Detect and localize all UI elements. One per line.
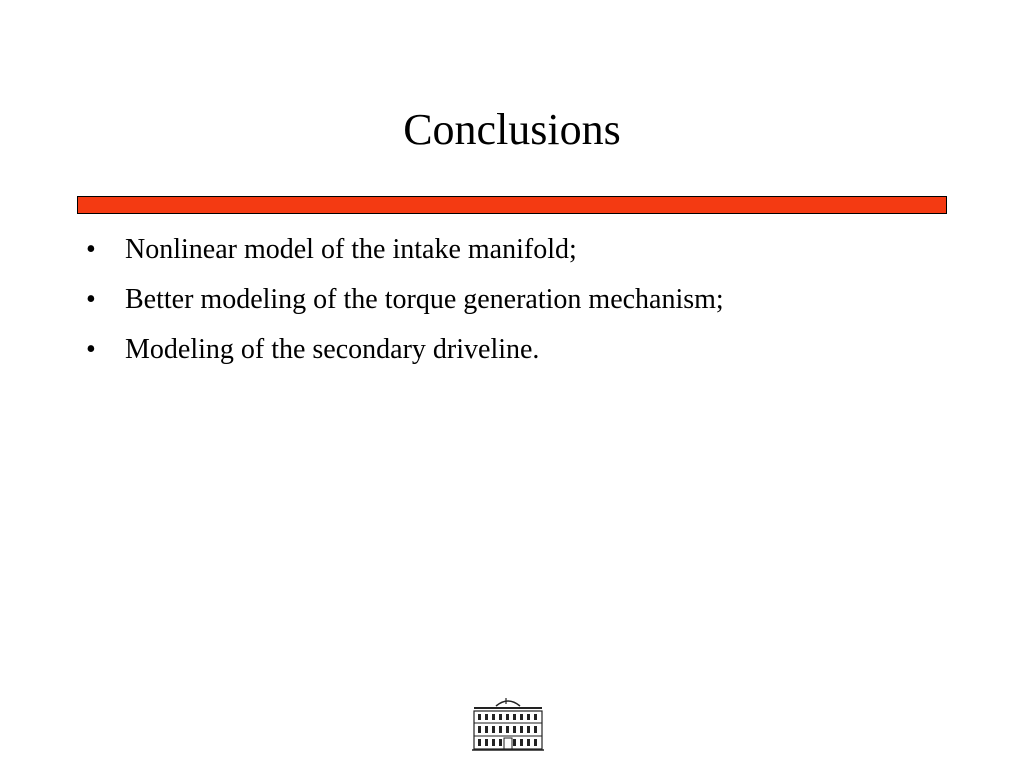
bullet-text: Nonlinear model of the intake manifold; bbox=[125, 234, 577, 265]
bullet-text: Better modeling of the torque generation mechanism; bbox=[125, 284, 724, 315]
bullet-marker: • bbox=[86, 284, 96, 315]
bullet-marker: • bbox=[86, 334, 96, 365]
bullet-marker: • bbox=[86, 234, 96, 265]
title-divider-bar bbox=[77, 196, 947, 214]
slide-title: Conclusions bbox=[403, 105, 621, 154]
building-facade-icon bbox=[470, 696, 546, 754]
bullet-text: Modeling of the secondary driveline. bbox=[125, 334, 540, 365]
